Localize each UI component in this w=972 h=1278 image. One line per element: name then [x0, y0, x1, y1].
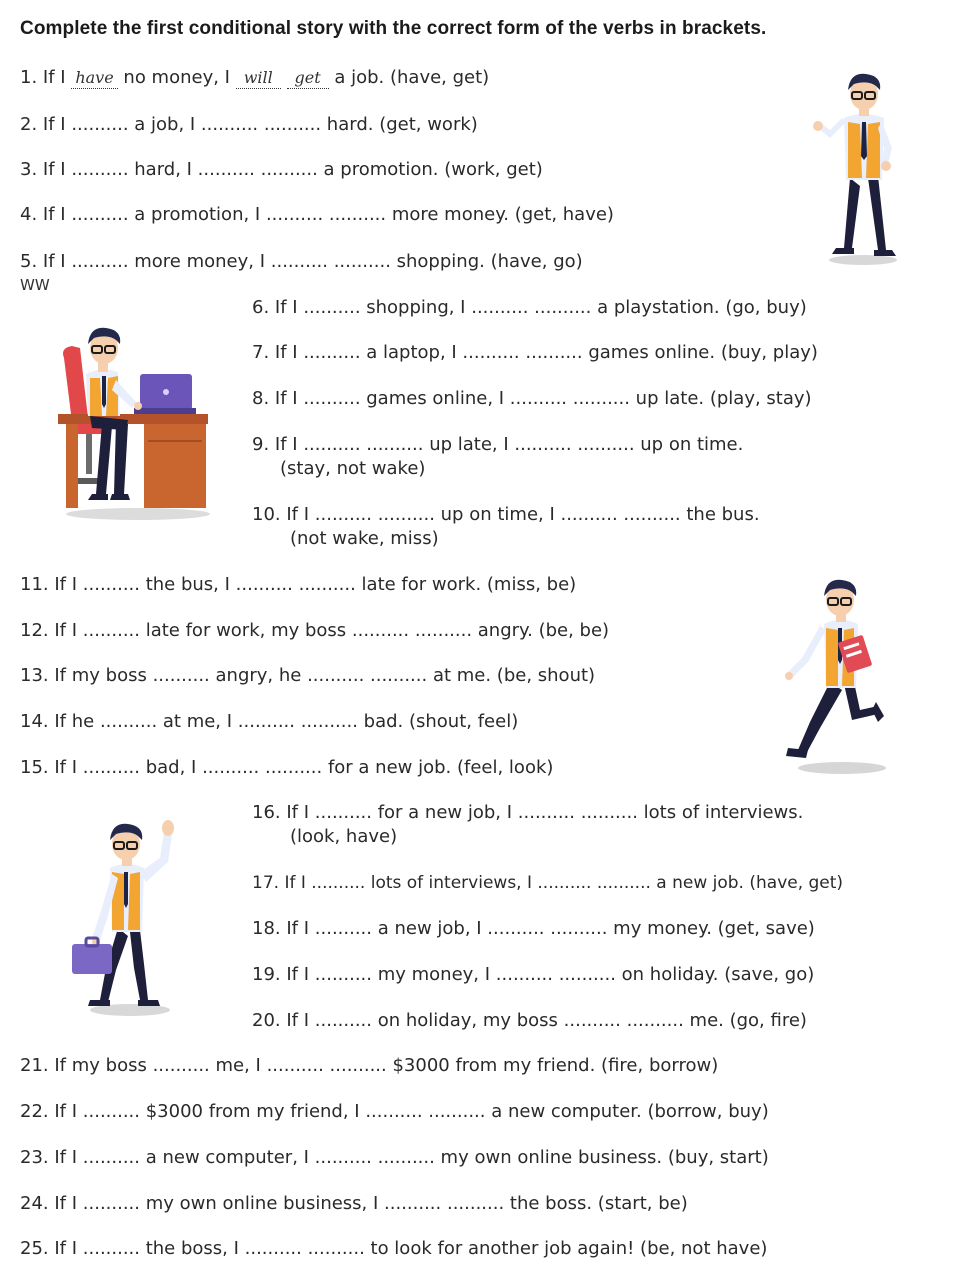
sentence-6 [252, 297, 807, 319]
sentence-number: 3. [20, 159, 38, 180]
sentence-15 [20, 757, 553, 779]
sentence-20 [252, 1010, 807, 1032]
sentence-2 [20, 114, 478, 136]
sentence-text: If I .......... a laptop, I .......... .......... games online. (buy, play) [274, 342, 818, 363]
sentence-8 [252, 388, 812, 410]
sentence-text: If I .......... late for work, my boss .......... .......... angry. (be, be) [54, 620, 610, 641]
worksheet-title: Complete the first conditional story with the correct form of the verbs in brackets. [20, 18, 767, 39]
sentence-number: 6. [252, 297, 270, 318]
man-walking-illustration [780, 572, 900, 776]
sentence-5 [20, 251, 583, 273]
sentence-number: 21. [20, 1055, 49, 1076]
sentence-number: 11. [20, 574, 49, 595]
sentence-number: 1. [20, 67, 38, 88]
sentence-21 [20, 1055, 718, 1077]
sentence-19 [252, 964, 814, 986]
sentence-number: 18. [252, 918, 281, 939]
sentence-part: a job. (have, get) [328, 67, 490, 88]
sentence-text: If I .......... .......... up late, I .......... .......... up on time. [274, 434, 744, 455]
sentence-part: no money, I [117, 67, 236, 88]
sentence-10-options: (not wake, miss) [290, 528, 439, 549]
sentence-text: If I .......... shopping, I .......... .......... a playstation. (go, buy) [274, 297, 807, 318]
sentence-number: 20. [252, 1010, 281, 1031]
sentence-13 [20, 665, 595, 687]
sentence-text: If I .......... hard, I .......... .......... a promotion. (work, get) [42, 159, 543, 180]
sentence-text: If I .......... my own online business, I .......... .......... the boss. (start, be) [54, 1193, 688, 1214]
stray-text: WW [20, 276, 50, 294]
sentence-number: 10. [252, 504, 281, 525]
sentence-number: 16. [252, 802, 281, 823]
sentence-text: If I .......... a promotion, I .......... .......... more money. (get, have) [42, 204, 614, 225]
sentence-number: 13. [20, 665, 49, 686]
sentence-number: 25. [20, 1238, 49, 1259]
sentence-number: 23. [20, 1147, 49, 1168]
handwritten-answer: will [243, 68, 273, 87]
sentence-10 [252, 504, 760, 526]
sentence-23 [20, 1147, 769, 1169]
sentence-3 [20, 159, 543, 181]
sentence-text: If I .......... a job, I .......... .......... hard. (get, work) [42, 114, 478, 135]
sentence-part [281, 67, 287, 88]
handwritten-answer: get [294, 68, 321, 87]
sentence-14 [20, 711, 518, 733]
sentence-text: If I .......... the bus, I .......... .......... late for work. (miss, be) [54, 574, 577, 595]
sentence-11 [20, 574, 576, 596]
man-waving-illustration [808, 68, 908, 268]
sentence-17 [252, 872, 843, 894]
sentence-number: 2. [20, 114, 38, 135]
sentence-9-options: (stay, not wake) [280, 458, 426, 479]
sentence-text: If I .......... for a new job, I .......... .......... lots of interviews. [286, 802, 804, 823]
sentence-text: If I .......... .......... up on time, I .......... .......... the bus. [286, 504, 760, 525]
sentence-text: If I .......... more money, I .......... .......... shopping. (have, go) [42, 251, 583, 272]
sentence-number: 14. [20, 711, 49, 732]
sentence-text: If I .......... a new job, I .......... .......... my money. (get, save) [286, 918, 815, 939]
sentence-text: If I .......... lots of interviews, I .......... .......... a new job. (have, get) [284, 873, 844, 893]
sentence-22 [20, 1101, 769, 1123]
sentence-4 [20, 204, 614, 226]
sentence-number: 17. [252, 873, 280, 893]
man-at-desk-illustration [58, 318, 212, 522]
sentence-number: 19. [252, 964, 281, 985]
sentence-text: If I .......... on holiday, my boss .......... .......... me. (go, fire) [286, 1010, 807, 1031]
sentence-part: If I [42, 67, 72, 88]
sentence-number: 8. [252, 388, 270, 409]
sentence-text: If I .......... a new computer, I .......... .......... my own online business. (buy, start) [54, 1147, 769, 1168]
sentence-9 [252, 434, 743, 456]
sentence-text: If my boss .......... me, I .......... .......... $3000 from my friend. (fire, borrow) [54, 1055, 719, 1076]
sentence-18 [252, 918, 815, 940]
sentence-16-options: (look, have) [290, 826, 398, 847]
sentence-text: If I .......... the boss, I .......... .......... to look for another job again! (be, not have) [54, 1238, 768, 1259]
sentence-text: If my boss .......... angry, he .......... .......... at me. (be, shout) [54, 665, 596, 686]
sentence-7 [252, 342, 818, 364]
sentence-number: 24. [20, 1193, 49, 1214]
sentence-number: 9. [252, 434, 270, 455]
sentence-number: 22. [20, 1101, 49, 1122]
sentence-12 [20, 620, 609, 642]
sentence-text: If I .......... my money, I .......... .......... on holiday. (save, go) [286, 964, 815, 985]
sentence-text: If I .......... bad, I .......... .......... for a new job. (feel, look) [54, 757, 554, 778]
sentence-number: 4. [20, 204, 38, 225]
sentence-text: If he .......... at me, I .......... .......... bad. (shout, feel) [54, 711, 519, 732]
sentence-16 [252, 802, 803, 824]
sentence-number: 7. [252, 342, 270, 363]
handwritten-answer: have [75, 68, 114, 87]
sentence-24 [20, 1193, 688, 1215]
sentence-1 [20, 67, 489, 89]
sentence-25 [20, 1238, 767, 1260]
sentence-number: 12. [20, 620, 49, 641]
sentence-number: 15. [20, 757, 49, 778]
man-with-briefcase-illustration [68, 818, 192, 1018]
sentence-text: If I .......... $3000 from my friend, I .......... .......... a new computer. (borrow, buy) [54, 1101, 769, 1122]
sentence-text: If I .......... games online, I .......... .......... up late. (play, stay) [274, 388, 812, 409]
sentence-number: 5. [20, 251, 38, 272]
